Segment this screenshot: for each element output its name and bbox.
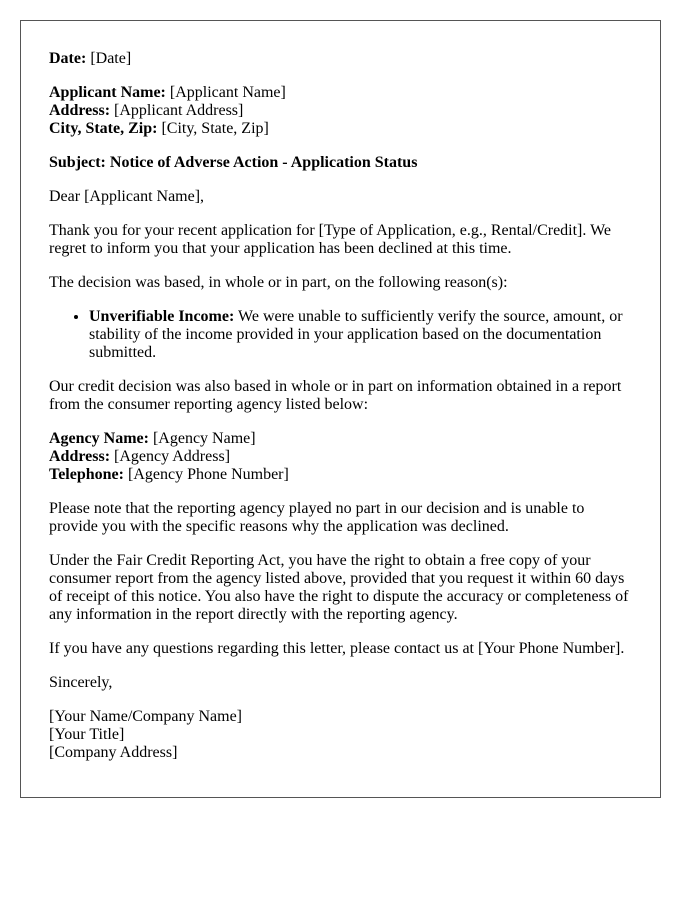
reason-title: Unverifiable Income: [89,308,235,325]
signature-title: [Your Title] [49,726,125,743]
signature-block [49,708,632,762]
applicant-city-value: [City, State, Zip] [161,120,269,137]
subject-line [49,154,632,172]
agency-address-value: [Agency Address] [114,448,231,465]
signature-name: [Your Name/Company Name] [49,708,243,725]
signature-address: [Company Address] [49,744,178,761]
subject: Subject: Notice of Adverse Action - Application Status [49,154,418,171]
date-line [49,50,632,68]
reason-text: We were unable to sufficiently verify the source, amount, or stability of the income provided in your application based on the documentation submitted. [89,308,623,361]
paragraph-contact: If you have any questions regarding this letter, please contact us at [Your Phone Number]. [49,640,625,657]
applicant-block [49,84,632,138]
applicant-address-value: [Applicant Address] [114,102,244,119]
agency-phone-value: [Agency Phone Number] [127,466,289,483]
agency-address-label: Address: [49,448,111,465]
salutation: Dear [Applicant Name], [49,188,205,205]
paragraph-reasons-intro: The decision was based, in whole or in part, on the following reason(s): [49,274,508,291]
date-value: [Date] [90,50,132,67]
paragraph-fcra-rights: Under the Fair Credit Reporting Act, you have the right to obtain a free copy of your consumer report from the agency listed above, provided that you request it within 60 days of receipt of this notice. You also have the right to dispute the accuracy or completeness of any information in the report directly with the reporting agency. [49,552,629,623]
agency-block [49,430,632,484]
agency-name-label: Agency Name: [49,430,149,447]
date-label: Date: [49,50,87,67]
applicant-name-label: Applicant Name: [49,84,166,101]
reasons-list [49,308,632,362]
letter [20,20,661,798]
agency-name-value: [Agency Name] [152,430,256,447]
applicant-city-label: City, State, Zip: [49,120,158,137]
closing: Sincerely, [49,674,113,691]
agency-phone-label: Telephone: [49,466,124,483]
applicant-name-value: [Applicant Name] [169,84,286,101]
applicant-address-label: Address: [49,102,111,119]
paragraph-intro: Thank you for your recent application for [Type of Application, e.g., Rental/Credit]. We regret to inform you that your application has been declined at this time. [49,222,612,257]
paragraph-agency-note: Please note that the reporting agency played no part in our decision and is unable to provide you with the specific reasons why the application was declined. [49,500,585,535]
reason-item [89,308,632,362]
paragraph-credit-report: Our credit decision was also based in whole or in part on information obtained in a report from the consumer reporting agency listed below: [49,378,622,413]
